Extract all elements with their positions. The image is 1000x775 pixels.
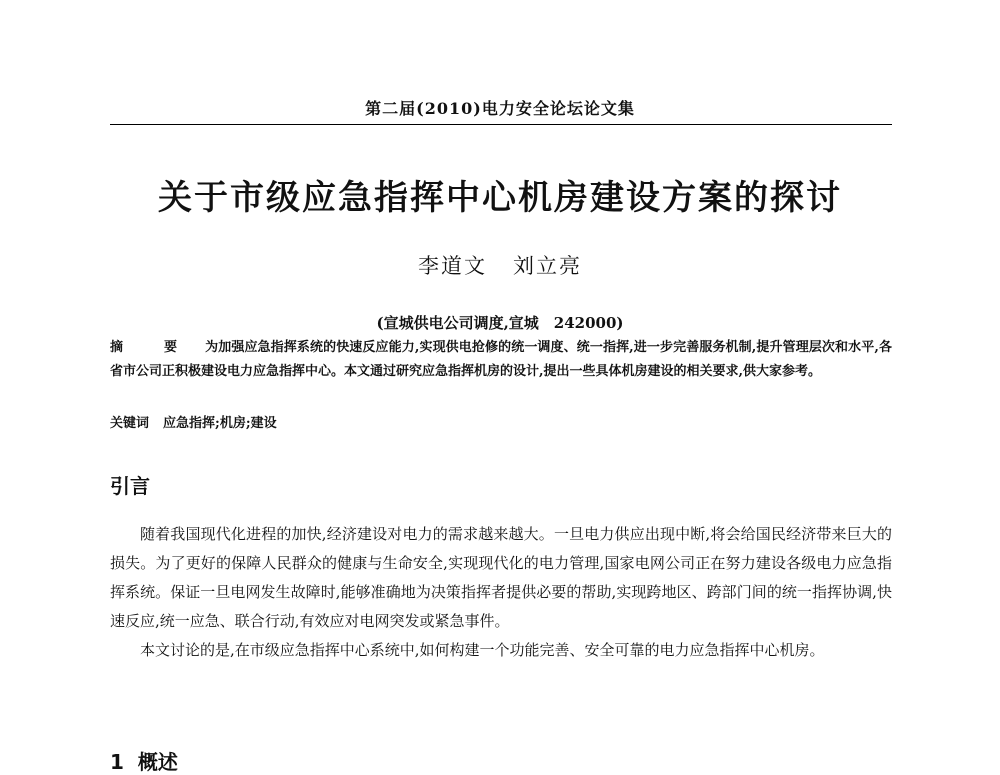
- keywords-text: 应急指挥;机房;建设: [163, 416, 277, 431]
- author-name: 刘立亮: [513, 254, 582, 278]
- affiliation: (宣城供电公司调度,宣城 242000): [376, 314, 624, 332]
- section-heading-intro: 引言: [110, 474, 150, 498]
- intro-body: [110, 520, 892, 665]
- author-list: [100, 250, 900, 280]
- section-number: 1: [110, 750, 124, 774]
- header-rule: [110, 124, 892, 125]
- abstract: [110, 336, 892, 383]
- section-title: 概述: [137, 750, 178, 774]
- author-name: 李道文: [418, 254, 487, 278]
- keywords: [110, 414, 892, 434]
- running-header: 第二届(2010)电力安全论坛论文集: [365, 99, 635, 118]
- keywords-label: 关键词: [110, 416, 150, 431]
- body-paragraph: 随着我国现代化进程的加快,经济建设对电力的需求越来越大。一旦电力供应出现中断,将会给国民经济带来巨大的损失。为了更好的保障人民群众的健康与生命安全,实现现代化的电力管理,国家电网公司正在努力建设各级电力应急指挥系统。保证一旦电网发生故障时,能够准确地为决策指挥者提供必要的帮助,实现跨地区、跨部门间的统一指挥协调,快速反应,统一应急、联合行动,有效应对电网突发或紧急事件。: [110, 525, 892, 630]
- body-paragraph: 本文讨论的是,在市级应急指挥中心系统中,如何构建一个功能完善、安全可靠的电力应急指挥中心机房。: [140, 641, 825, 659]
- abstract-label: 摘 要: [110, 340, 192, 355]
- section-heading-overview: [110, 746, 178, 775]
- abstract-text: 为加强应急指挥系统的快速反应能力,实现供电抢修的统一调度、统一指挥,进一步完善服务机制,提升管理层次和水平,各省市公司正积极建设电力应急指挥中心。本文通过研究应急指挥机房的设计,提出一些具体机房建设的相关要求,供大家参考。: [110, 340, 892, 379]
- paper-title: 关于市级应急指挥中心机房建设方案的探讨: [158, 178, 842, 218]
